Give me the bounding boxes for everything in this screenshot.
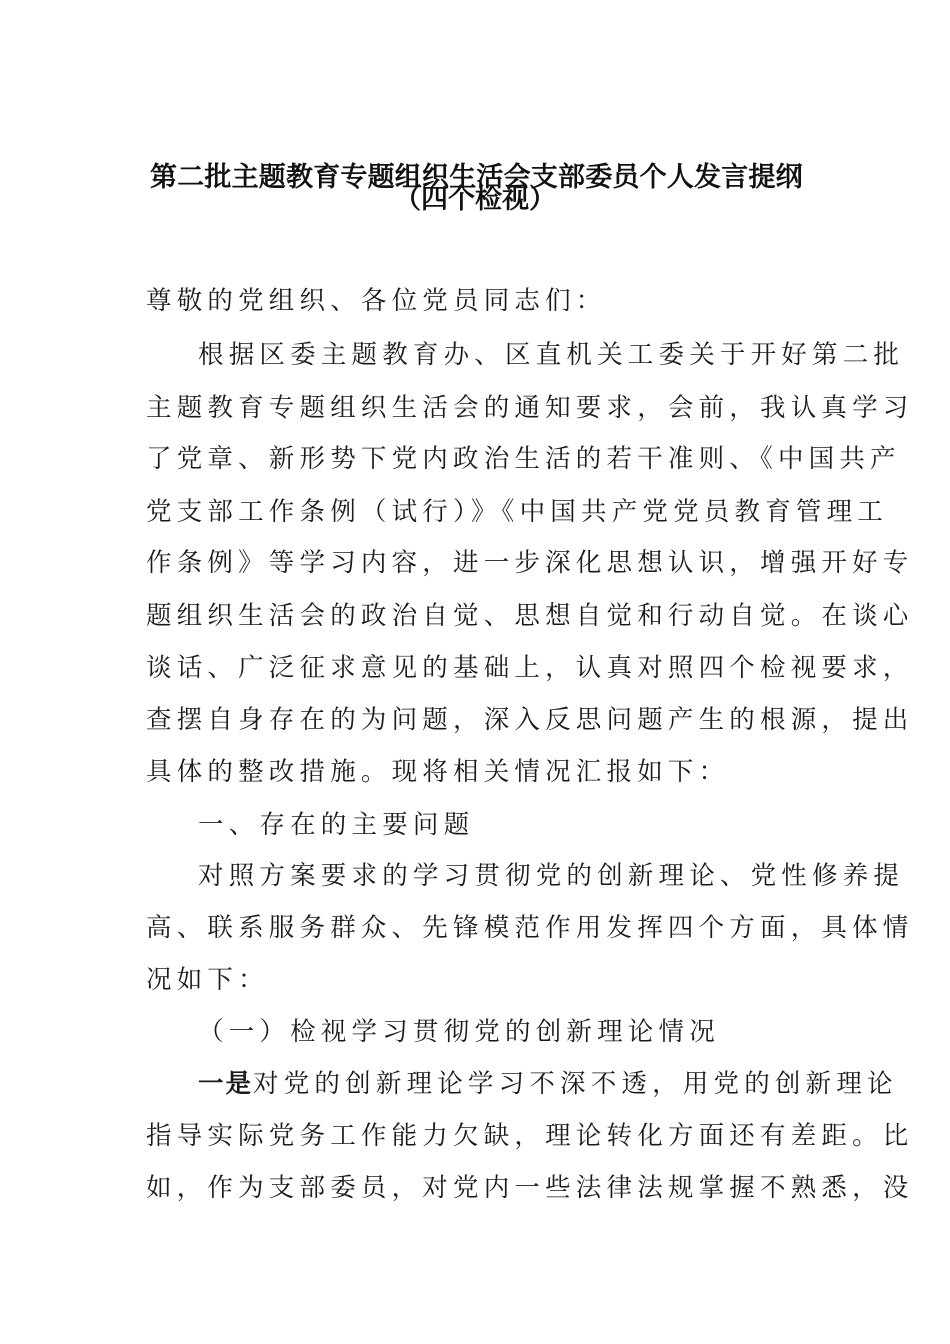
paragraph-line: 谈话、广泛征求意见的基础上，认真对照四个检视要求， (146, 653, 914, 683)
paragraph-line: 题组织生活会的政治自觉、思想自觉和行动自觉。在谈心 (146, 601, 914, 631)
subsection-heading: （一）检视学习贯彻党的创新理论情况 (198, 1017, 720, 1047)
document-subtitle-text: （四个检视） (394, 184, 556, 215)
paragraph-line: 主题教育专题组织生活会的通知要求，会前，我认真学习 (146, 393, 914, 423)
paragraph-line-text: 对党的创新理论学习不深不透，用党的创新理论 (253, 1069, 898, 1099)
paragraph-line: 查摆自身存在的为问题，深入反思问题产生的根源，提出 (146, 705, 914, 735)
document-title: 第二批主题教育专题组织生活会支部委员个人发言提纲 (150, 162, 803, 193)
paragraph-line: 作条例》等学习内容，进一步深化思想认识，增强开好专 (146, 548, 914, 578)
paragraph-line: 党支部工作条例（试行）》《中国共产党党员教育管理工 (146, 497, 889, 527)
paragraph-lead: 一是 (198, 1069, 254, 1099)
paragraph-line: 高、联系服务群众、先锋模范作用发挥四个方面，具体情 (146, 913, 914, 943)
paragraph-first-line (198, 1069, 898, 1099)
paragraph-line: 具体的整改措施。现将相关情况汇报如下： (146, 757, 730, 787)
paragraph-line: 指导实际党务工作能力欠缺，理论转化方面还有差距。比 (146, 1121, 914, 1151)
paragraph-line: 根据区委主题教育办、区直机关工委关于开好第二批 (198, 340, 905, 370)
section-heading: 一、存在的主要问题 (198, 810, 475, 840)
salutation: 尊敬的党组织、各位党员同志们： (146, 286, 607, 316)
paragraph-line: 如，作为支部委员，对党内一些法律法规掌握不熟悉，没 (146, 1173, 914, 1203)
paragraph-line: 了党章、新形势下党内政治生活的若干准则、《中国共产 (146, 444, 901, 474)
document-subtitle (150, 186, 800, 216)
paragraph-line: 对照方案要求的学习贯彻党的创新理论、党性修养提 (198, 861, 905, 891)
paragraph-line: 况如下： (146, 965, 269, 995)
